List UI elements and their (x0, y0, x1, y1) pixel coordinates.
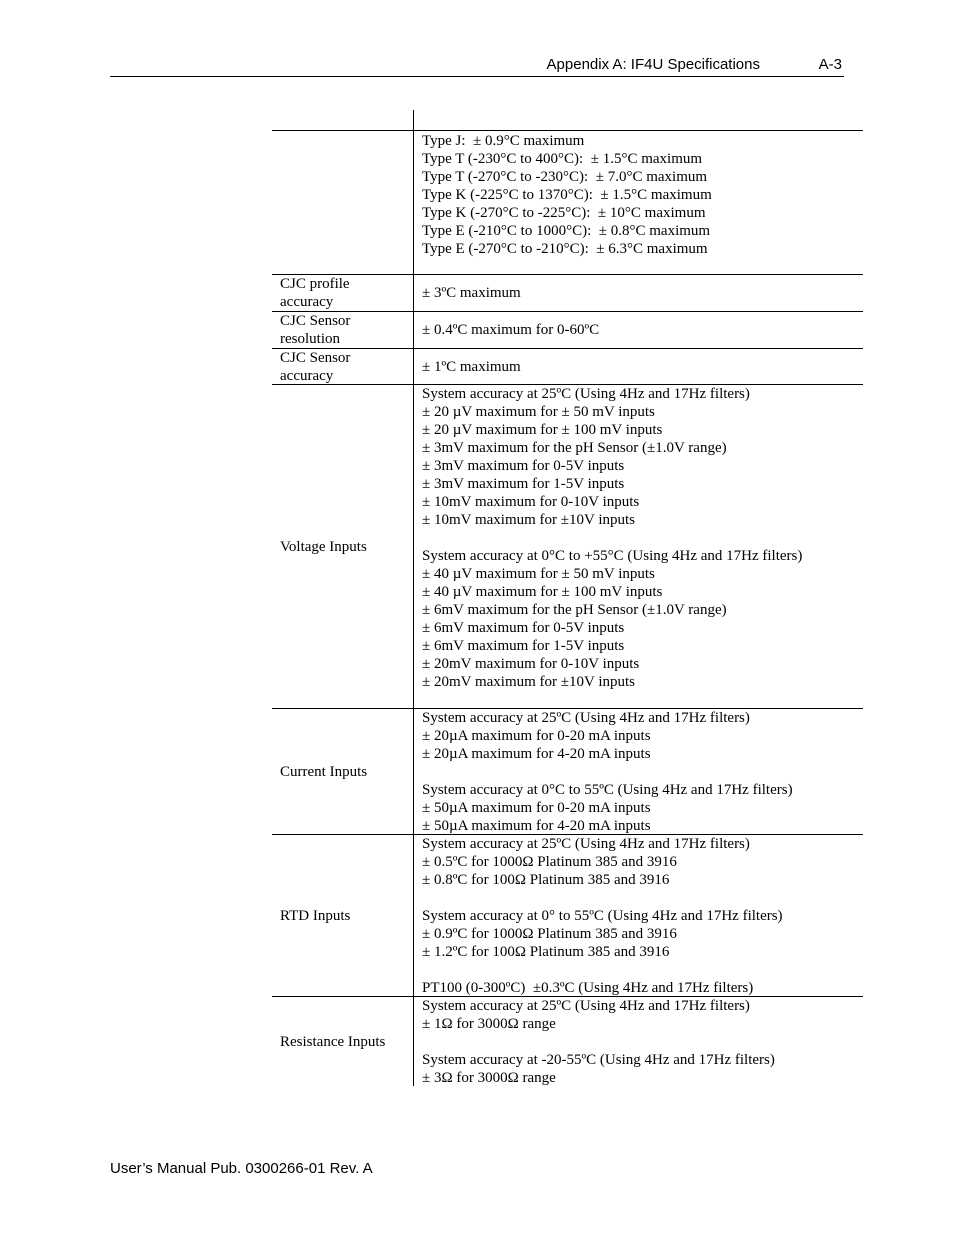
value-line: ± 3mV maximum for 0-5V inputs (422, 458, 625, 474)
table-row-current-inputs (272, 709, 863, 835)
value-line: PT100 (0-300ºC) ±0.3ºC (Using 4Hz and 17Hz filters) (422, 980, 754, 996)
value-line: Type K (-270°C to -225°C): ± 10°C maximum (422, 205, 706, 221)
value-line: ± 0.9ºC for 1000Ω Platinum 385 and 3916 (422, 926, 677, 942)
value-line (422, 1033, 863, 1051)
value-line: ± 1Ω for 3000Ω range (422, 1016, 556, 1032)
value-line: ± 3Ω for 3000Ω range (422, 1070, 556, 1086)
row-value (413, 835, 863, 996)
value-line: ± 3mV maximum for the pH Sensor (±1.0V range) (422, 440, 727, 456)
value-line: ± 6mV maximum for 1-5V inputs (422, 638, 625, 654)
value-line (422, 763, 863, 781)
row-label (272, 131, 413, 274)
value-line: Type E (-210°C to 1000°C): ± 0.8°C maximum (422, 223, 711, 239)
table-row-cjc-sensor-resolution (272, 312, 863, 349)
value-line: Type T (-230°C to 400°C): ± 1.5°C maximum (422, 151, 703, 167)
value-line: ± 20mV maximum for ±10V inputs (422, 674, 635, 690)
value-line: ± 10mV maximum for ±10V inputs (422, 512, 635, 528)
value-line: ± 3mV maximum for 1-5V inputs (422, 476, 625, 492)
table-row-resistance-inputs (272, 997, 863, 1086)
row-value (413, 131, 863, 274)
row-label: CJC Sensor accuracy (280, 349, 351, 384)
value-line (422, 889, 863, 907)
table-row-thermocouple-accuracy (272, 131, 863, 275)
table-row-rtd-inputs (272, 835, 863, 997)
value-line: System accuracy at 25ºC (Using 4Hz and 17Hz filters) (422, 998, 750, 1014)
value-line: ± 3ºC maximum (422, 285, 521, 301)
row-label: RTD Inputs (280, 907, 351, 924)
row-value (413, 349, 863, 384)
header-page-number: A-3 (818, 56, 842, 73)
value-line: ± 0.5ºC for 1000Ω Platinum 385 and 3916 (422, 854, 677, 870)
value-line: ± 20mV maximum for 0-10V inputs (422, 656, 640, 672)
header-section-title: Appendix A: IF4U Specifications (546, 56, 760, 73)
value-line: ± 20 µV maximum for ± 100 mV inputs (422, 422, 663, 438)
page-footer: User’s Manual Pub. 0300266-01 Rev. A (110, 1160, 373, 1177)
value-line: ± 40 µV maximum for ± 50 mV inputs (422, 566, 655, 582)
value-line: ± 0.8ºC for 100Ω Platinum 385 and 3916 (422, 872, 670, 888)
value-line: ± 6mV maximum for 0-5V inputs (422, 620, 625, 636)
value-line: ± 6mV maximum for the pH Sensor (±1.0V range) (422, 602, 727, 618)
value-line: System accuracy at 0° to 55ºC (Using 4Hz and 17Hz filters) (422, 908, 783, 924)
table-top-spacer (272, 110, 863, 131)
value-line: ± 1.2ºC for 100Ω Platinum 385 and 3916 (422, 944, 670, 960)
value-line: ± 50µA maximum for 4-20 mA inputs (422, 818, 651, 834)
row-label: Current Inputs (280, 763, 368, 780)
value-line: System accuracy at 0°C to 55ºC (Using 4Hz and 17Hz filters) (422, 782, 793, 798)
value-line: System accuracy at 25ºC (Using 4Hz and 17Hz filters) (422, 836, 750, 852)
value-line: Type K (-225°C to 1370°C): ± 1.5°C maximum (422, 187, 712, 203)
row-label: CJC profile accuracy (280, 276, 350, 310)
value-line: System accuracy at 25ºC (Using 4Hz and 17Hz filters) (422, 710, 750, 726)
value-line: System accuracy at 25ºC (Using 4Hz and 17Hz filters) (422, 386, 750, 402)
row-value (413, 709, 863, 834)
row-value (413, 997, 863, 1086)
row-value (413, 385, 863, 708)
row-value (413, 312, 863, 348)
table-row-voltage-inputs (272, 385, 863, 709)
specifications-table (272, 110, 863, 1086)
value-line: System accuracy at -20-55ºC (Using 4Hz and 17Hz filters) (422, 1052, 775, 1068)
value-line: ± 40 µV maximum for ± 100 mV inputs (422, 584, 663, 600)
row-value (413, 275, 863, 311)
value-line: System accuracy at 0°C to +55°C (Using 4Hz and 17Hz filters) (422, 548, 803, 564)
value-line: Type T (-270°C to -230°C): ± 7.0°C maximum (422, 169, 708, 185)
value-line: ± 20 µV maximum for ± 50 mV inputs (422, 404, 655, 420)
page-header (110, 56, 844, 77)
table-row-cjc-profile-accuracy (272, 275, 863, 312)
value-line (422, 529, 863, 547)
value-line: Type J: ± 0.9°C maximum (422, 133, 585, 149)
value-line: ± 10mV maximum for 0-10V inputs (422, 494, 640, 510)
value-line: ± 0.4ºC maximum for 0-60ºC (422, 322, 600, 338)
value-line: ± 1ºC maximum (422, 358, 521, 375)
table-row-cjc-sensor-accuracy (272, 349, 863, 385)
row-label: Resistance Inputs (280, 1033, 386, 1050)
row-label: CJC Sensor resolution (280, 313, 351, 347)
value-line (422, 961, 863, 979)
value-line: Type E (-270°C to -210°C): ± 6.3°C maximum (422, 241, 708, 257)
value-line: ± 50µA maximum for 0-20 mA inputs (422, 800, 651, 816)
value-line: ± 20µA maximum for 4-20 mA inputs (422, 746, 651, 762)
row-label: Voltage Inputs (280, 538, 367, 555)
value-line: ± 20µA maximum for 0-20 mA inputs (422, 728, 651, 744)
